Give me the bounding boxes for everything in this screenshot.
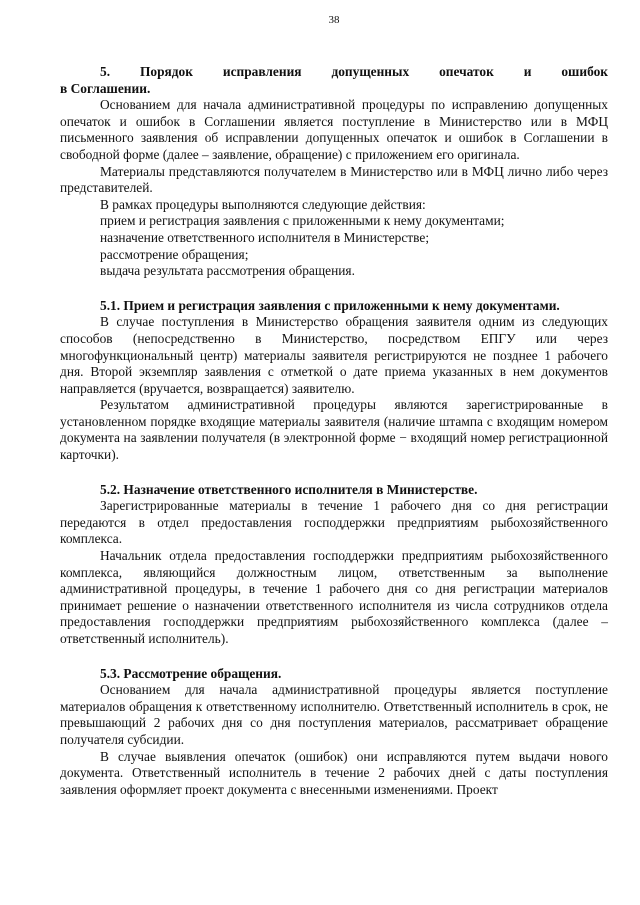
action-item: назначение ответственного исполнителя в Министерстве; (100, 229, 430, 245)
action-item: рассмотрение обращения; (100, 246, 249, 262)
spacer (60, 464, 608, 482)
section-5-paragraph-2: Материалы представляются получателем в Министерство или в МФЦ лично либо через представителей. (60, 163, 608, 196)
section-5-paragraph-1: Основанием для начала административной процедуры по исправлению допущенных опечаток и ошибок в Соглашении является поступление в Министерство или в МФЦ письменного заявления об исправлении допущенных опечаток и ошибок в Соглашении в свободной форме (далее – заявление, обращение) с приложением его оригинала. (60, 97, 608, 162)
page-number: 38 (328, 14, 340, 26)
section-5-1-paragraph-1: В случае поступления в Министерство обращения заявителя одним из следующих способов (непосредственно в Министерство, посредством ЕПГУ или через многофункциональный центр) материалы заявителя регистрируются не позднее 1 рабочего дня. Второй экземпляр заявления с отметкой о дате приема указанных в нем документов направляется (вручается, возвращается) заявителю. (60, 314, 608, 396)
section-5-3-paragraph-1: Основанием для начала административной процедуры является поступление материалов обращения к ответственному исполнителю. Ответственный исполнитель в срок, не превышающий 2 рабочих дня со дня поступления материалов, рассматривает обращение получателя субсидии. (60, 682, 608, 747)
section-5-heading: 5. Порядок исправления допущенных опечаток и ошибок (100, 64, 608, 79)
section-5-1-paragraph-2: Результатом административной процедуры являются зарегистрированные в установленном порядке входящие материалы заявителя (наличие штампа с входящим номером документа на заявлении получателя (в электронной форме − входящий номер регистрационной карточки). (60, 397, 608, 463)
section-5-2-paragraph-1: Зарегистрированные материалы в течение 1 рабочего дня со дня регистрации передаются в отдел предоставления господдержки предприятиям рыбохозяйственного комплекса. (60, 498, 608, 547)
section-5-heading-continued: в Соглашении. (60, 80, 151, 96)
spacer (60, 648, 608, 666)
section-5-3-paragraph-2: В случае выявления опечаток (ошибок) они исправляются путем выдачи нового документа. Ответственный исполнитель в течение 2 рабочих дней с даты поступления заявления оформляет проект документа с внесенными изменениями. Проект (60, 748, 608, 797)
section-5-1-heading: 5.1. Прием и регистрация заявления с приложенными к нему документами. (100, 297, 560, 313)
spacer (60, 280, 608, 298)
section-5-paragraph-3: В рамках процедуры выполняются следующие действия: (100, 196, 426, 212)
action-item: прием и регистрация заявления с приложенными к нему документами; (100, 213, 505, 229)
section-5-2-heading: 5.2. Назначение ответственного исполнителя в Министерстве. (100, 481, 478, 497)
action-item: выдача результата рассмотрения обращения. (100, 263, 355, 279)
section-5-2-paragraph-2: Начальник отдела предоставления господдержки предприятиям рыбохозяйственного комплекса, являющийся должностным лицом, ответственным за выполнение административной процедуры, в течение 1 рабочего дня со дня регистрации материалов принимает решение о назначении ответственного исполнителя из числа сотрудников отдела предоставления господдержки предприятиям рыбохозяйственного комплекса (далее – ответственный исполнитель). (60, 548, 608, 646)
section-5-3-heading: 5.3. Рассмотрение обращения. (100, 665, 282, 681)
